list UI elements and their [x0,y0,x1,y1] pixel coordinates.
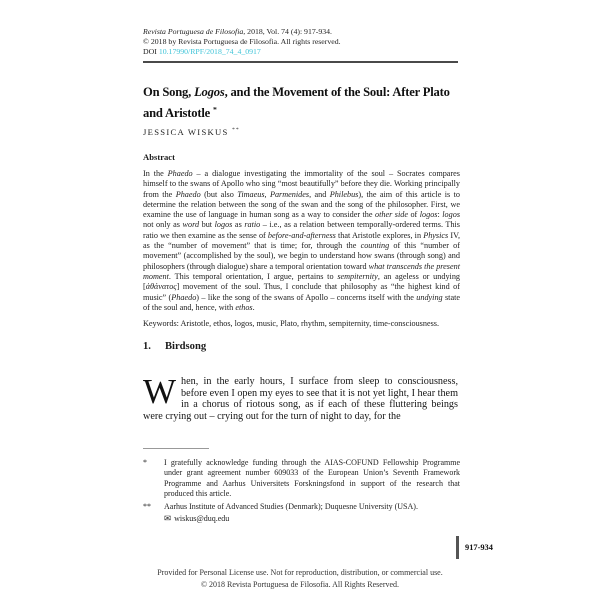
section-number: 1. [143,341,151,352]
header-divider [143,61,458,63]
license-line: Provided for Personal License use. Not for reproduction, distribution, or commercial use. [157,568,443,577]
doi-link[interactable]: 10.17990/RPF/2018_74_4_0917 [158,47,261,57]
keywords-line: Keywords: Aristotle, ethos, logos, music, Plato, rhythm, sempiternity, time-consciousness. [143,319,440,329]
journal-citation-line: Revista Portuguesa de Filosofia, 2018, Vol. 74 (4): 917-934. [143,27,332,36]
section-heading [143,341,206,352]
article-title: On Song, Logos, and the Movement of the Soul: After Plato and Aristotle * [143,85,450,121]
body-text: hen, in the early hours, I surface from sleep to consciousness, before even I open my eyes to see that it is not yet light, I hear them in a chorus of riotous song, as if each of these fluttering beings were crying out – crying out for the turn of night to day, for the [143,376,459,423]
footnote [143,502,460,525]
doi-line [143,47,473,57]
footnotes [143,458,460,528]
abstract-section [143,152,460,329]
abstract-heading: Abstract [143,152,175,162]
footnote-text [164,502,460,525]
citation-header [143,27,473,58]
footnote-text: I gratefully acknowledge funding through the AIAS-COFUND Fellowship Programme under grant agreement number 609033 of the European Union’s Seventh Framework Programme and Aarhus Universitets Forskningsfond in support of the research that produced this article. [164,458,460,498]
footnote-affiliation: Aarhus Institute of Advanced Studies (Denmark); Duquesne University (USA). [164,502,418,512]
doi-label: DOI [143,47,157,57]
abstract-text: In the Phaedo – a dialogue investigating the immortality of the soul – Socrates compares himself to the swans of Apollo who sing “most beautifully” before they die. Working principally from the Phaedo (but also Timaeus, Parmenides, and Philebus), the aim of this article is to determine the relation between the song of the swan and the song of the philosopher. First, we examine the use of language in human song as a way to consider the other side of logos: logos not only as word but logos as ratio – i.e., as a relation between temporally-ordered terms. This ratio we then examine as the sense of before-and-afterness that Aristotle explores, in Physics IV, as the “number of movement” that is time; for, through the counting of this “number of movement” (accomplished by the soul), we begin to understand how swans (through song) and philosophers (through dialogue) share a temporal orientation toward what transcends the present moment. This temporal orientation, I argue, pertains to sempiternity, an ageless or undying [ἀθάνατος] movement of the soul. Thus, I conclude that philosophy as “the highest kind of music” (Phaedo) – like the song of the swans of Apollo – concerns itself with the undying state of the soul and, hence, with ethos. [143,169,461,312]
body-paragraph [143,372,459,423]
footnote-divider [143,448,209,449]
section-title: Birdsong [164,341,207,352]
license-footer [0,567,600,590]
page-range-bar [456,536,459,559]
footnote-marker: ** [143,502,151,512]
author-email[interactable]: wiskus@duq.edu [174,514,230,524]
footnote [143,458,460,499]
envelope-icon: ✉ [164,513,172,524]
footnote-marker: * [143,458,147,467]
copyright-line: © 2018 by Revista Portuguesa de Filosofia. All rights reserved. [143,37,341,47]
drop-cap: W [143,372,177,411]
footer-copyright-line: © 2018 Revista Portuguesa de Filosofia. All Rights Reserved. [200,579,400,589]
email-line [164,513,460,524]
page-range: 917-934 [465,543,493,552]
author-name: JESSICA WISKUS ** [143,127,241,137]
